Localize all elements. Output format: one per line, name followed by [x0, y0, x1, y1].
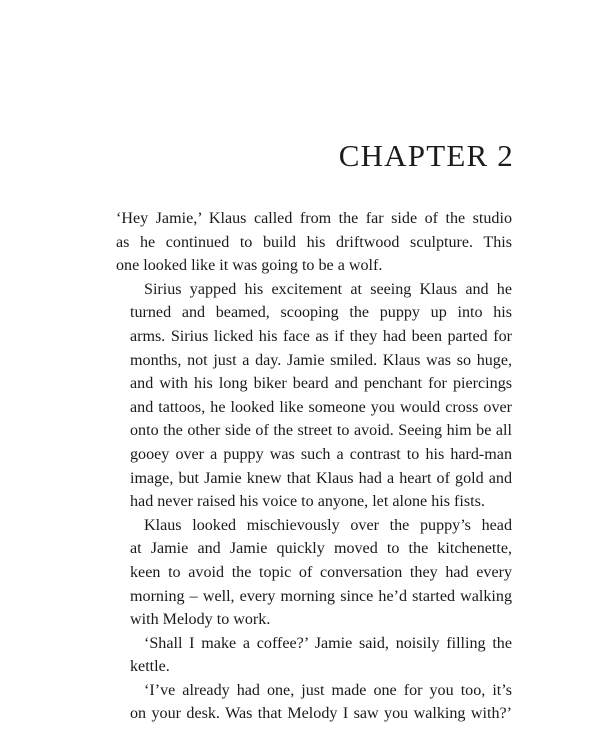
text-line: onto the other side of the street to avoid. Seeing him be all [130, 422, 512, 440]
text-line: as he continued to build his driftwood sculpture. This [116, 233, 512, 251]
text-line: ‘Hey Jamie,’ Klaus called from the far side of the studio [116, 210, 512, 227]
text-line: arms. Sirius licked his face as if they had been parted for [130, 327, 512, 345]
text-line: image, but Jamie knew that Klaus had a heart of gold and [130, 469, 512, 487]
text-line: ‘Shall I make a coffee?’ Jamie said, noisily filling the [144, 634, 512, 652]
text-line: at Jamie and Jamie quickly moved to the kitchenette, [130, 540, 512, 558]
chapter-title: CHAPTER 2 [338, 138, 514, 173]
paragraph-3 [116, 514, 512, 632]
paragraph-5 [116, 679, 512, 726]
text-line: Klaus looked mischievously over the puppy’s head [144, 516, 512, 534]
text-line: on your desk. Was that Melody I saw you walking with?’ [130, 705, 512, 723]
text-line: Sirius yapped his excitement at seeing Klaus and he [144, 280, 512, 298]
text-line: turned and beamed, scooping the puppy up into his [130, 304, 512, 322]
text-line: had never raised his voice to anyone, let alone his fists. [130, 493, 485, 511]
paragraph-1 [116, 207, 512, 278]
text-line: one looked like it was going to be a wolf. [116, 257, 383, 275]
text-line: morning – well, every morning since he’d started walking [130, 587, 512, 605]
paragraph-4 [116, 632, 512, 679]
text-line: with Melody to work. [130, 611, 271, 629]
chapter-body [116, 207, 512, 726]
text-line: ‘I’ve already had one, just made one for you too, it’s [144, 681, 512, 699]
text-line: months, not just a day. Jamie smiled. Klaus was so huge, [130, 351, 512, 369]
text-line: and with his long biker beard and penchant for piercings [130, 375, 512, 393]
text-line: gooey over a puppy was such a contrast to his hard-man [130, 445, 512, 463]
text-line: keen to avoid the topic of conversation they had every [130, 563, 512, 581]
text-line: and tattoos, he looked like someone you would cross over [130, 398, 512, 416]
paragraph-2 [116, 278, 512, 514]
text-line: kettle. [130, 658, 170, 676]
